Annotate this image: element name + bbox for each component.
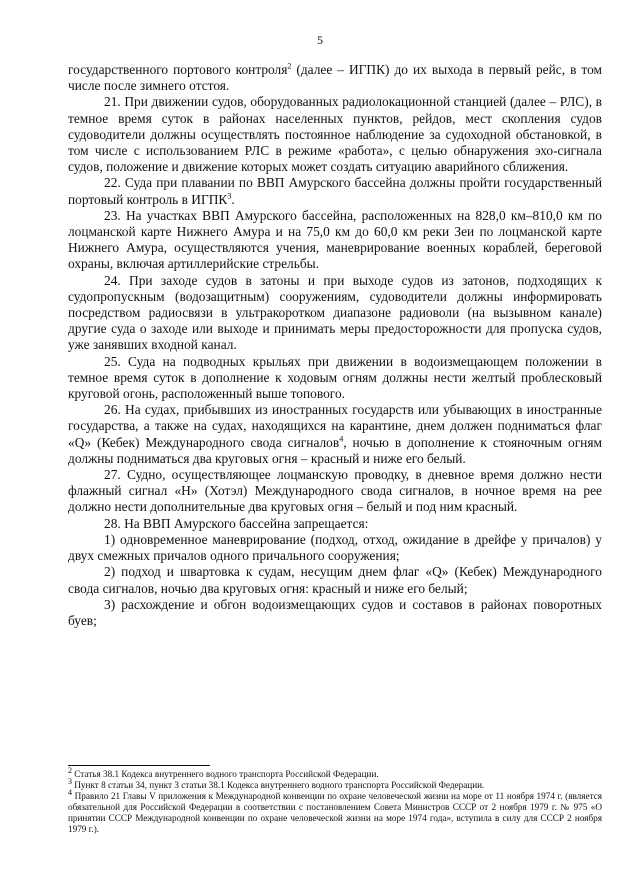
footnote-2	[68, 765, 602, 780]
paragraph-text-tail: (далее – ИГПК) до их выхода в первый рейс, в том числе после зимнего отстоя.	[68, 62, 602, 94]
list-item-28-3: 3) расхождение и обгон водоизмещающих судов и составов в районах поворотных буев;	[68, 596, 602, 628]
paragraph-24: 24. При заходе судов в затоны и при выходе судов из затонов, подходящих к судопропускным (водозащитным) сооружениям, судоводители должны информировать посредством радиосвязи в ультракоротком диапазоне радиоволи (на вызывном канале) другие суда о заходе или выходе и принимать меры предосторожности для пропуска судов, уже занявших входной канал.	[68, 272, 602, 353]
paragraph-22	[68, 175, 602, 207]
paragraph-26	[68, 402, 602, 467]
paragraph-text-tail: .	[231, 191, 235, 207]
footnote-text: Статья 38.1 Кодекса внутреннего водного транспорта Российской Федерации.	[72, 769, 379, 779]
footnote-text: Правило 21 Главы V приложения к Международной конвенции по охране человеческой жизни на море от 11 ноября 1974 г. (является обязательной для Российской Федерации в соответствии с постановлением Совета Министров СССР от 2 ноября 1979 г. № 975 «О принятии СССР Международной конвенции по охране человеческой жизни на море 1974 года», вступила в силу для СССР 2 ноября 1979 г.).	[68, 791, 602, 834]
paragraph-text: государственного портового контроля	[68, 62, 288, 77]
paragraph-20-continuation	[68, 62, 602, 94]
footnote-4	[68, 787, 602, 835]
paragraph-21: 21. При движении судов, оборудованных радиолокационной станцией (далее – РЛС), в темное время суток в районах населенных пунктов, рейдов, мест скопления судов судоводители должны осуществлять постоянное наблюдение за судоходной обстановкой, в том числе с использованием РЛС в режиме «работа», с целью обнаружения эхо-сигнала судов, положение и движение которых может создать ситуацию аварийного сближения.	[68, 94, 602, 175]
footnote-number: 4	[68, 787, 72, 797]
paragraph-27: 27. Судно, осуществляющее лоцманскую проводку, в дневное время должно нести флажный сигнал «Н» (Хотэл) Международного свода сигналов, в ночное время на рее должно нести дополнительные два круговых огня – белый и под ним красный.	[68, 467, 602, 515]
footnote-number: 2	[68, 765, 72, 775]
footnote-ref: 4	[339, 434, 344, 444]
paragraph-23: 23. На участках ВВП Амурского бассейна, расположенных на 828,0 км–810,0 км по лоцманской карте Нижнего Амура и на 75,0 км до 60,0 км реки Зеи по лоцманской карте Нижнего Амура, осуществляются учения, маневрирование военных кораблей, береговой охраны, включая артиллерийские стрельбы.	[68, 207, 602, 272]
footnote-divider	[68, 765, 210, 766]
footnotes	[68, 765, 602, 835]
footnote-3	[68, 776, 602, 791]
footnote-text: Пункт 8 статьи 34, пункт 3 статьи 38.1 Кодекса внутреннего водного транспорта Российской Федерации.	[72, 780, 485, 790]
paragraph-text-tail: , ночью в дополнение к стояночным огням должны подниматься два круговых огня – красный и ниже его белый.	[68, 434, 602, 466]
body-text	[68, 62, 602, 629]
list-item-28-1: 1) одновременное маневрирование (подход, отход, ожидание в дрейфе у причалов) у двух смежных причалов одного причального сооружения;	[68, 531, 602, 564]
paragraph-text: 26. На судах, прибывших из иностранных государств или убывающих в иностранные государства, а также на судах, находящихся на карантине, днем должен подниматься флаг «Q» (Кебек) Международного свода сигналов	[68, 402, 602, 450]
footnote-number: 3	[68, 776, 72, 786]
paragraph-text: 22. Суда при плавании по ВВП Амурского бассейна должны пройти государственный портовый контроль в ИГПК	[68, 175, 602, 207]
footnote-ref: 2	[287, 61, 292, 71]
list-item-28-2: 2) подход и швартовка к судам, несущим днем флаг «Q» (Кебек) Международного свода сигналов, ночью два круговых огня: красный и ниже его белый;	[68, 564, 602, 596]
page-number: 5	[317, 33, 323, 47]
paragraph-25: 25. Суда на подводных крыльях при движении в водоизмещающем положении в темное время суток в дополнение к ходовым огням должны нести желтый проблесковый круговой огонь, расположенный выше топового.	[68, 353, 602, 402]
paragraph-28: 28. На ВВП Амурского бассейна запрещается:	[104, 515, 369, 531]
footnote-ref: 3	[227, 191, 232, 201]
